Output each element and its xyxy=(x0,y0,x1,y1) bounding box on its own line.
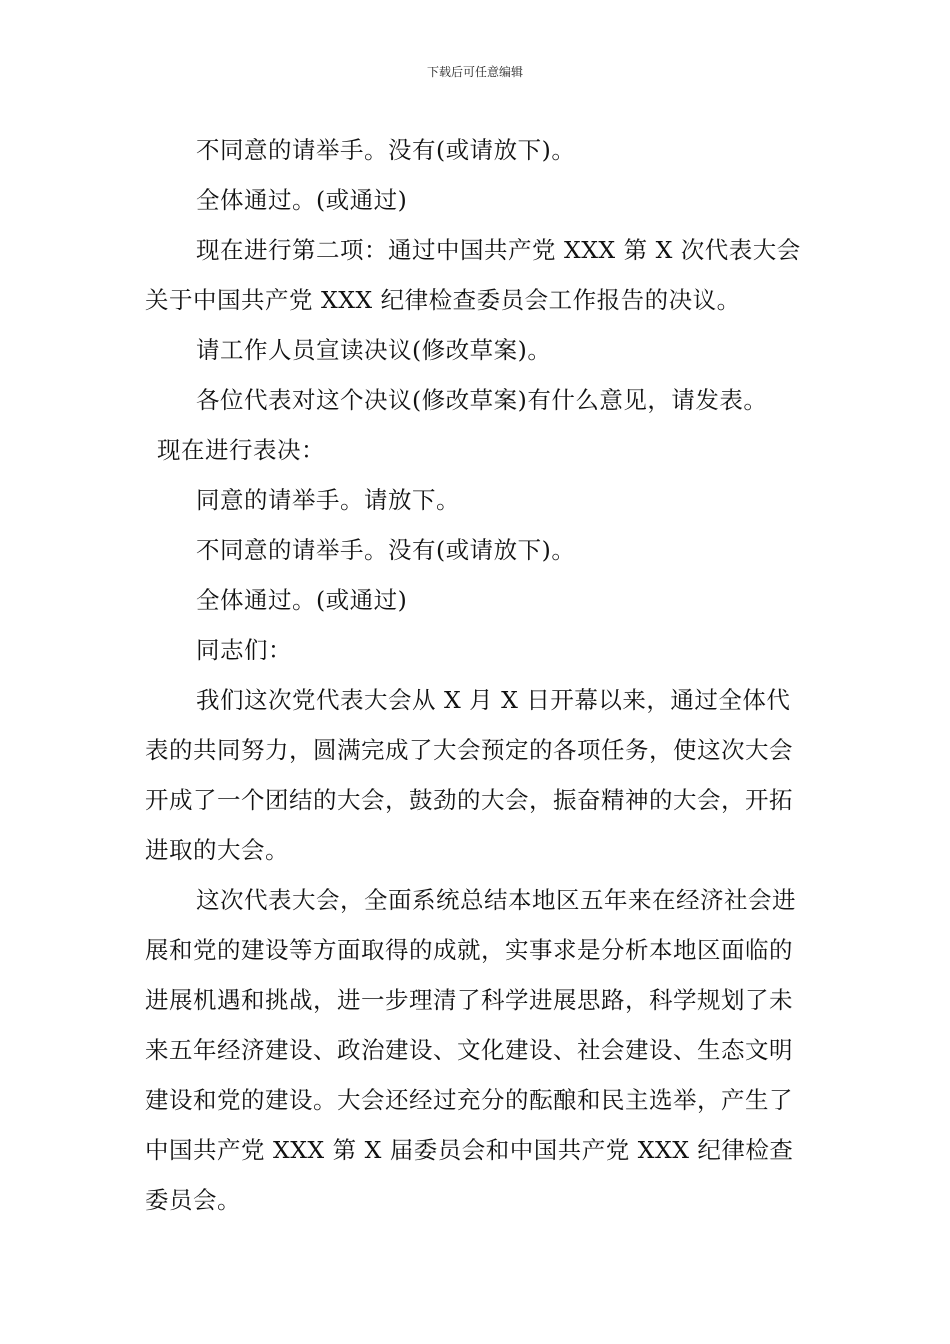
paragraph-1: 不同意的请举手。没有(或请放下)。 xyxy=(196,136,576,164)
paragraph-5: 各位代表对这个决议(修改草案)有什么意见，请发表。 xyxy=(196,386,768,414)
paragraph-2: 全体通过。(或通过) xyxy=(196,186,408,214)
paragraph-7: 同意的请举手。请放下。 xyxy=(196,486,460,514)
paragraph-9: 全体通过。(或通过) xyxy=(196,586,408,614)
paragraph-6: 现在进行表决： xyxy=(157,436,325,464)
document-body xyxy=(145,125,810,1225)
paragraph-4: 请工作人员宣读决议(修改草案)。 xyxy=(196,336,552,364)
paragraph-3: 现在进行第二项：通过中国共产党 XXX 第 X 次代表大会关于中国共产党 XXX 纪律检查委员会工作报告的决议。 xyxy=(145,236,801,314)
paragraph-11: 我们这次党代表大会从 X 月 X 日开幕以来，通过全体代表的共同努力，圆满完成了大会预定的各项任务，使这次大会开成了一个团结的大会，鼓劲的大会，振奋精神的大会，开拓进取的大会。 xyxy=(145,686,793,864)
page-header: 下载后可任意编辑 xyxy=(426,65,523,79)
paragraph-8: 不同意的请举手。没有(或请放下)。 xyxy=(196,536,576,564)
paragraph-10: 同志们： xyxy=(196,636,292,664)
paragraph-12: 这次代表大会，全面系统总结本地区五年来在经济社会进展和党的建设等方面取得的成就，实事求是分析本地区面临的进展机遇和挑战，进一步理清了科学进展思路，科学规划了未来五年经济建设、政治建设、文化建设、社会建设、生态文明建设和党的建设。大会还经过充分的酝酿和民主选举，产生了中国共产党 XXX 第 X 届委员会和中国共产党 XXX 纪律检查委员会。 xyxy=(145,886,796,1214)
